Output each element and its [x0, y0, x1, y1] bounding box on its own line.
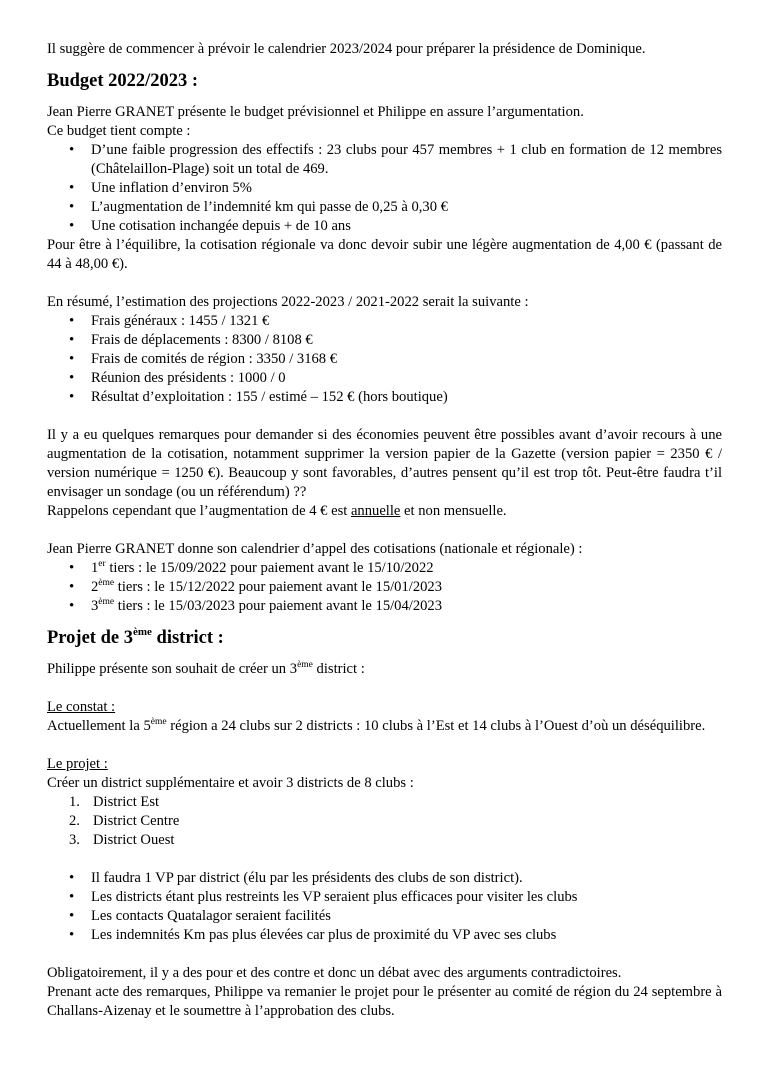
list-item: • 2ème tiers : le 15/12/2022 pour paiement avant le 15/01/2023	[47, 578, 722, 597]
budget-factors-intro: Ce budget tient compte :	[47, 123, 191, 139]
budget-heading: Budget 2022/2023 :	[47, 71, 199, 91]
equilibre-paragraph: Pour être à l’équilibre, la cotisation régionale va donc devoir subir une légère augmentation de 4,00 € (passant de 44 à 48,00 €).	[47, 237, 722, 272]
projet-points-list	[47, 869, 722, 945]
list-item: 3. District Ouest	[69, 832, 175, 848]
conclusion-paragraph-1: Obligatoirement, il y a des pour et des contre et donc un débat avec des arguments contradictoires.	[47, 965, 622, 981]
constat-label: Le constat :	[47, 699, 116, 715]
resume-intro: En résumé, l’estimation des projections 2022-2023 / 2021-2022 serait la suivante :	[47, 294, 529, 310]
budget-factors-list	[47, 141, 722, 236]
list-item: • Il faudra 1 VP par district (élu par les présidents des clubs de son district).	[47, 869, 722, 888]
document-page	[47, 40, 722, 1021]
tiers-list	[47, 559, 722, 616]
projet-label: Le projet :	[47, 756, 108, 772]
list-item: • L’augmentation de l’indemnité km qui passe de 0,25 à 0,30 €	[47, 198, 722, 217]
list-item: • Résultat d’exploitation : 155 / estimé – 152 € (hors boutique)	[47, 388, 722, 407]
list-item: • 1er tiers : le 15/09/2022 pour paiement avant le 15/10/2022	[47, 559, 722, 578]
projet-paragraph: Créer un district supplémentaire et avoir 3 districts de 8 clubs :	[47, 775, 414, 791]
projections-list	[47, 312, 722, 407]
list-item: • D’une faible progression des effectifs : 23 clubs pour 457 membres + 1 club en formation de 12 membres (Châtelaillon-Plage) soit un total de 469.	[47, 141, 722, 179]
conclusion-paragraph-2: Prenant acte des remarques, Philippe va remanier le projet pour le présenter au comité de région du 24 septembre à Challans-Aizenay et le soumettre à l’approbation des clubs.	[47, 984, 722, 1019]
souhait-paragraph: Philippe présente son souhait de créer un 3ème district :	[47, 660, 365, 677]
budget-presentation: Jean Pierre GRANET présente le budget prévisionnel et Philippe en assure l’argumentation.	[47, 104, 584, 120]
list-item: • Frais généraux : 1455 / 1321 €	[47, 312, 722, 331]
intro-paragraph: Il suggère de commencer à prévoir le calendrier 2023/2024 pour préparer la présidence de Dominique.	[47, 41, 646, 57]
list-item: • Les indemnités Km pas plus élevées car plus de proximité du VP avec ses clubs	[47, 926, 722, 945]
districts-list	[47, 793, 722, 850]
list-item: • Les contacts Quatalagor seraient facilités	[47, 907, 722, 926]
list-item: 1. District Est	[69, 794, 160, 810]
projet-heading: Projet de 3ème district :	[47, 626, 224, 648]
rappel-text-after: et non mensuelle.	[400, 503, 507, 519]
list-item: • Réunion des présidents : 1000 / 0	[47, 369, 722, 388]
constat-paragraph: Actuellement la 5ème région a 24 clubs sur 2 districts : 10 clubs à l’Est et 14 clubs à l’Ouest d’où un déséquilibre.	[47, 717, 706, 734]
list-item: • Une inflation d’environ 5%	[47, 179, 722, 198]
remarques-paragraph: Il y a eu quelques remarques pour demander si des économies peuvent être possibles avant d’avoir recours à une augmentation de la cotisation, notamment supprimer la version papier de la Gazette (version papier = 2350 € / version numérique = 1250 €). Beaucoup y sont favorables, d’autres pensent qu’il est trop tôt. Peut-être faudra t’il envisager un sondage (ou un référendum) ??	[47, 427, 722, 500]
list-item: 2. District Centre	[69, 813, 180, 829]
rappel-paragraph	[47, 502, 722, 521]
list-item: • Frais de déplacements : 8300 / 8108 €	[47, 331, 722, 350]
list-item: • 3ème tiers : le 15/03/2023 pour paiement avant le 15/04/2023	[47, 597, 722, 616]
rappel-underlined: annuelle	[350, 503, 401, 519]
list-item: • Frais de comités de région : 3350 / 3168 €	[47, 350, 722, 369]
list-item: • Les districts étant plus restreints les VP seraient plus efficaces pour visiter les clubs	[47, 888, 722, 907]
list-item: • Une cotisation inchangée depuis + de 10 ans	[47, 217, 722, 236]
rappel-text-before: Rappelons cependant que l’augmentation de 4 € est	[47, 503, 351, 519]
calendrier-intro: Jean Pierre GRANET donne son calendrier d’appel des cotisations (nationale et régionale) :	[47, 541, 583, 557]
